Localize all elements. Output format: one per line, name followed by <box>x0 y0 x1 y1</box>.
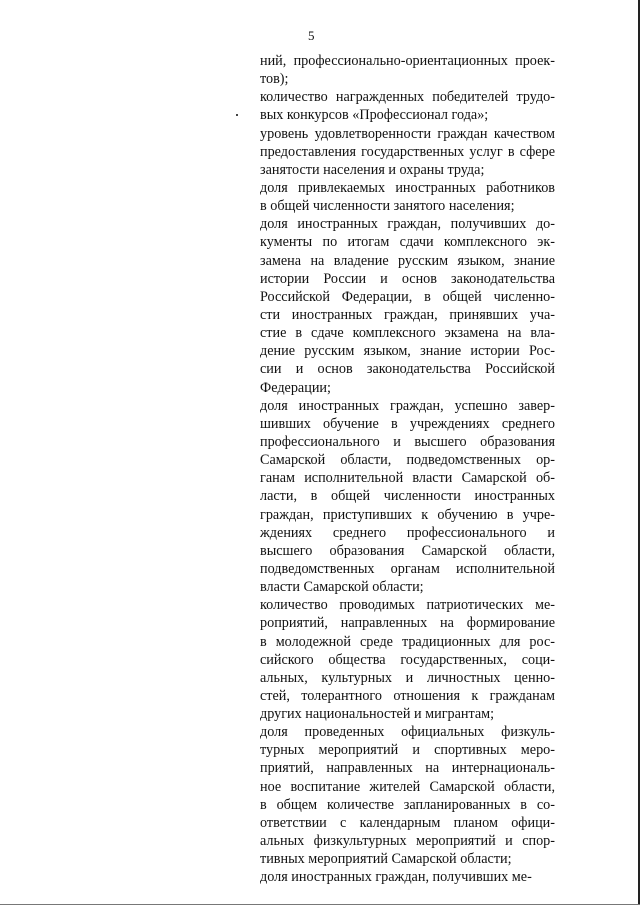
scan-mark <box>236 114 238 116</box>
text-line: подведомственных органам исполнительной <box>260 560 555 577</box>
text-line: Федерации; <box>260 379 331 396</box>
text-line: сти иностранных граждан, принявших уча- <box>260 306 555 323</box>
text-line: истории России и основ законодательства <box>260 270 555 287</box>
text-line: замена на владение русским языком, знание <box>260 252 555 269</box>
text-line: доля иностранных граждан, получивших ме- <box>260 869 532 886</box>
text-line: в молодежной среде традиционных для рос- <box>260 633 555 650</box>
text-line: дение русским языком, знание истории Рос- <box>260 343 555 360</box>
text-line: высшего образования Самарской области, <box>260 542 555 559</box>
text-line: тов); <box>260 71 289 88</box>
text-line: доля иностранных граждан, успешно завер- <box>260 397 555 414</box>
text-line: Российской Федерации, в общей численно- <box>260 288 555 305</box>
text-line: доля иностранных граждан, получивших до- <box>260 216 555 233</box>
text-line: ждениях среднего профессионального и <box>260 524 555 541</box>
text-line: стей, толерантного отношения к гражданам <box>260 687 555 704</box>
text-line: доля привлекаемых иностранных работников <box>260 179 555 196</box>
text-line: альных физкультурных мероприятий и спор- <box>260 833 555 850</box>
text-line: ганам исполнительной власти Самарской об- <box>260 470 555 487</box>
page-number: 5 <box>308 28 315 43</box>
text-line: власти Самарской области; <box>260 579 424 596</box>
body-text <box>260 52 555 886</box>
text-line: сийского общества государственных, соци- <box>260 651 555 668</box>
text-line: альных, культурных и личностных ценно- <box>260 669 555 686</box>
text-line: тивных мероприятий Самарской области; <box>260 851 512 868</box>
text-line: турных мероприятий и спортивных меро- <box>260 742 555 759</box>
text-line: предоставления государственных услуг в сфере <box>260 143 555 160</box>
text-line: вых конкурсов «Профессионал года»; <box>260 107 489 124</box>
text-line: ний, профессионально-ориентационных проек- <box>260 53 555 69</box>
text-line: занятости населения и охраны труда; <box>260 161 485 178</box>
text-line: в общей численности занятого населения; <box>260 198 515 215</box>
text-line: ласти, в общей численности иностранных <box>260 488 555 505</box>
text-line: Самарской области, подведомственных ор- <box>260 452 555 469</box>
text-line: профессионального и высшего образования <box>260 433 555 450</box>
text-line: ответствии с календарным планом офици- <box>260 814 555 831</box>
text-line: количество проводимых патриотических ме- <box>260 597 555 614</box>
text-line: сии и основ законодательства Российской <box>260 361 555 378</box>
text-line: граждан, приступивших к обучению в учре- <box>260 506 555 523</box>
text-line: приятий, направленных на интернациональ- <box>260 760 555 777</box>
text-line: ное воспитание жителей Самарской области, <box>260 778 555 795</box>
text-line: количество награжденных победителей трудо- <box>260 89 555 106</box>
text-line: уровень удовлетворенности граждан качеством <box>260 125 555 142</box>
text-line: в общем количестве запланированных в со- <box>260 796 555 813</box>
text-line: шивших обучение в учреждениях среднего <box>260 415 555 432</box>
text-line: других национальностей и мигрантам; <box>260 706 495 723</box>
text-line: роприятий, направленных на формирование <box>260 615 555 632</box>
text-line: стие в сдаче комплексного экзамена на вла- <box>260 325 555 342</box>
text-line: кументы по итогам сдачи комплексного эк- <box>260 234 555 251</box>
text-line: доля проведенных официальных физкуль- <box>260 724 555 741</box>
